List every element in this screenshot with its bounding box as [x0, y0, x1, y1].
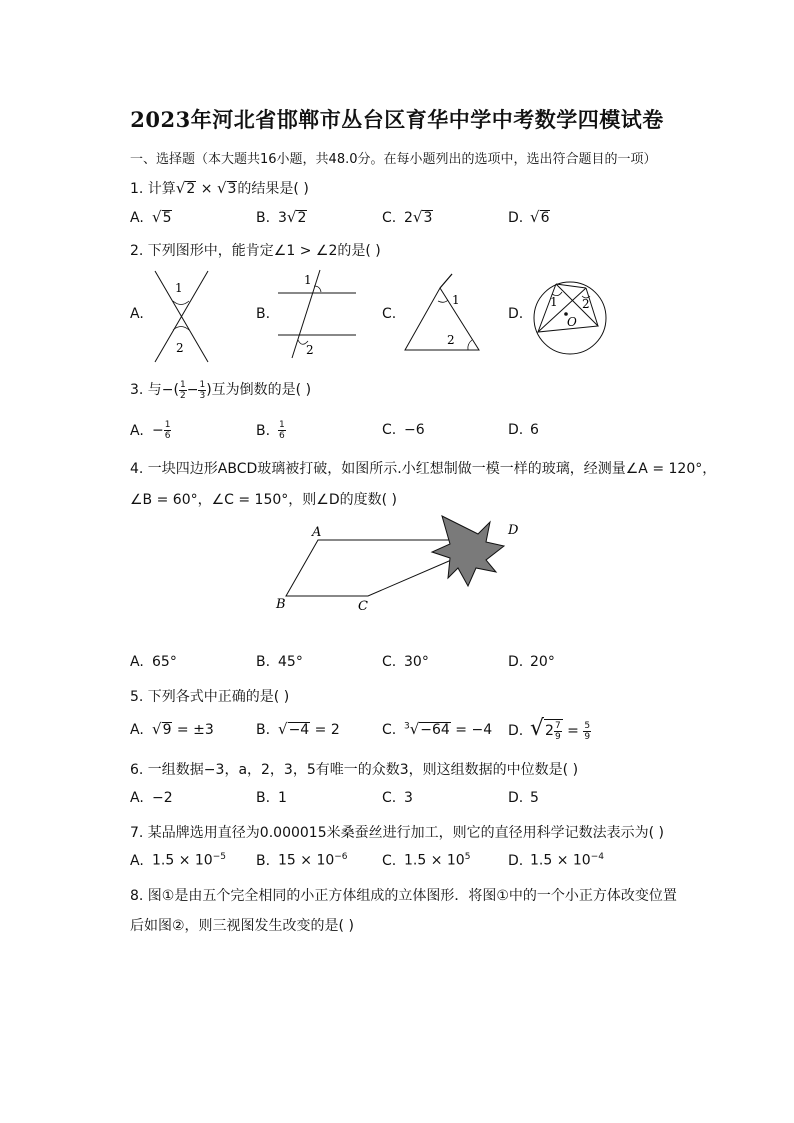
q2-figure-a	[150, 268, 215, 364]
q1-option-c[interactable]: C. 2√3	[382, 208, 433, 226]
q7-option-a[interactable]: A. $1.5 \times 10^{-5}$	[130, 852, 226, 869]
q2-figure-c	[402, 272, 484, 354]
fig-a-label-1: 1	[175, 281, 183, 295]
q7-option-c[interactable]: C. $1.5 \times 10^5$	[382, 852, 471, 869]
q2-option-c[interactable]: C.	[382, 306, 397, 322]
q1-option-d[interactable]: D. √6	[508, 208, 550, 226]
question-4-line-2: ∠B = 60°，∠C = 150°，则∠D的度数( )	[130, 492, 397, 508]
q2-option-b[interactable]: B.	[256, 306, 271, 322]
fig-a-label-2: 2	[176, 341, 184, 355]
q3-option-b[interactable]: B. $\frac{1}{6}$	[256, 420, 285, 441]
q4-option-c[interactable]: C. 30°	[382, 654, 429, 670]
q6-option-c[interactable]: C. 3	[382, 790, 413, 806]
q3-option-c[interactable]: C. −6	[382, 422, 425, 438]
fig-d-label-o: O	[567, 315, 577, 329]
fig-c-label-1: 1	[452, 293, 460, 307]
question-6-stem: 6. 一组数据−3，a，2，3，5有唯一的众数3，则这组数据的中位数是( )	[130, 762, 579, 778]
question-5-stem: 5. 下列各式中正确的是( )	[130, 689, 290, 705]
fig-c-label-2: 2	[447, 333, 455, 347]
question-7-stem: 7. 某品牌选用直径为0.000015米桑蚕丝进行加工，则它的直径用科学记数法表示为( )	[130, 825, 664, 841]
fig-b-label-1: 1	[304, 273, 312, 287]
fig-d-label-1: 1	[550, 295, 558, 309]
q2-option-d[interactable]: D.	[508, 306, 524, 322]
q5-option-a[interactable]: A. √9 = ±3	[130, 720, 214, 738]
q4-label-b: B	[276, 597, 286, 612]
q6-option-b[interactable]: B. 1	[256, 790, 287, 806]
q4-label-c: C	[358, 599, 368, 614]
q1-option-b[interactable]: B. 3√2	[256, 208, 307, 226]
q3-option-d[interactable]: D. 6	[508, 422, 539, 438]
q7-option-d[interactable]: D. $1.5 \times 10^{-4}$	[508, 852, 604, 869]
q2-figure-d	[528, 276, 612, 360]
q7-option-b[interactable]: B. $15 \times 10^{-6}$	[256, 852, 348, 869]
q4-option-d[interactable]: D. 20°	[508, 654, 555, 670]
fig-d-label-2: 2	[582, 297, 590, 311]
section-heading: 一、选择题（本大题共16小题，共48.0分。在每小题列出的选项中，选出符合题目的一项）	[130, 152, 657, 167]
q4-option-b[interactable]: B. 45°	[256, 654, 303, 670]
q2-option-a[interactable]: A.	[130, 306, 144, 322]
question-3-stem: 3. 与−( $\frac{1}{2}$ − $\frac{1}{3}$ )互为倒数的是( )	[130, 379, 312, 401]
q3-option-a[interactable]: A. − $\frac{1}{6}$	[130, 420, 171, 441]
q5-option-d[interactable]: D. √2 $\frac{7}{9}$ = $\frac{5}{9}$	[508, 716, 591, 742]
q5-option-b[interactable]: B. √−4 = 2	[256, 720, 340, 738]
q6-option-a[interactable]: A. −2	[130, 790, 173, 806]
q4-option-a[interactable]: A. 65°	[130, 654, 177, 670]
q1-option-a[interactable]: A. √5	[130, 208, 172, 226]
q4-figure-broken-glass	[272, 512, 524, 616]
q4-label-a: A	[312, 525, 322, 540]
question-8-line-2: 后如图②，则三视图发生改变的是( )	[130, 918, 354, 934]
question-4-line-1: 4. 一块四边形ABCD玻璃被打破，如图所示.小红想制做一模一样的玻璃，经测量∠A = 120°，	[130, 461, 717, 477]
q6-option-d[interactable]: D. 5	[508, 790, 539, 806]
q4-label-d: D	[508, 523, 519, 538]
question-1-stem: 1. 计算√2 × √3的结果是( )	[130, 179, 309, 197]
page-title: 2023年河北省邯郸市丛台区育华中学中考数学四模试卷	[130, 107, 664, 132]
q2-figure-b	[276, 268, 360, 360]
question-8-line-1: 8. 图①是由五个完全相同的小正方体组成的立体图形．将图①中的一个小正方体改变位置	[130, 888, 677, 904]
fig-b-label-2: 2	[306, 343, 314, 357]
question-2-stem: 2. 下列图形中，能肯定∠1 > ∠2的是( )	[130, 243, 381, 259]
q5-option-c[interactable]: C. $^3$√−64 = −4	[382, 720, 493, 738]
